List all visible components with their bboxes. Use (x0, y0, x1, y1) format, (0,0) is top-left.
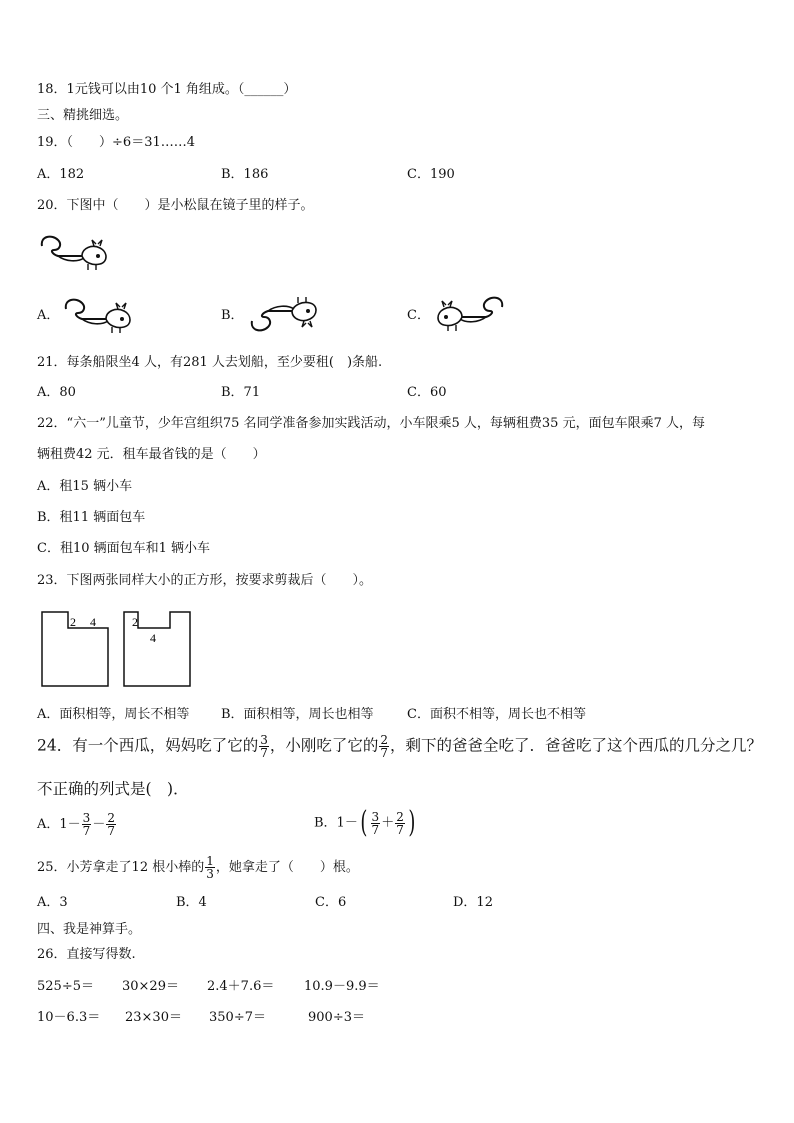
q19-option-b: B．186 (221, 167, 269, 182)
q22-option-a: A．租15 辆小车 (37, 479, 133, 494)
calc-item: 2.4＋7.6＝ (207, 979, 275, 994)
q24-option-a: A．1－ $\frac{3}{7}$ － $\frac{2}{7}$ (37, 811, 115, 838)
q25-fraction: $\frac{1}{3}$ (206, 854, 214, 881)
q20-option-b-label: B． (221, 308, 244, 323)
q24-option-b: B．1－( $\frac{3}{7}$ ＋ $\frac{2}{7}$ ) (314, 805, 416, 840)
question-24-line2: 不正确的列式是( )． (37, 780, 189, 798)
calc-item: 350÷7＝ (209, 1010, 266, 1025)
squirrel-option-a-image (62, 295, 136, 335)
q25-option-b: B．4 (176, 895, 207, 910)
cut-squares-figure (40, 610, 196, 690)
question-22-line2: 辆租费42 元．租车最省钱的是（ ） (37, 447, 266, 462)
q21-option-a: A．80 (37, 385, 76, 400)
q23-option-b: B．面积相等，周长也相等 (221, 707, 374, 722)
squirrel-original-image (38, 232, 112, 272)
section-3-title: 三、精挑细选。 (37, 108, 129, 123)
squirrel-option-b-image (247, 295, 323, 335)
fig2-num-4: 4 (150, 631, 156, 645)
q20-option-c-label: C． (407, 308, 430, 323)
q19-option-c: C．190 (407, 167, 455, 182)
calc-item: 10－6.3＝ (37, 1010, 101, 1025)
question-26: 26．直接写得数. (37, 947, 136, 962)
q19-option-a: A．182 (37, 167, 85, 182)
fig1-num-4: 4 (90, 615, 96, 629)
question-23: 23．下图两张同样大小的正方形，按要求剪裁后（ ）。 (37, 573, 373, 588)
q24-fraction-1: $\frac{3}{7}$ (260, 733, 268, 760)
q22-option-b: B．租11 辆面包车 (37, 510, 146, 525)
calc-item: 525÷5＝ (37, 979, 94, 994)
q25-option-d: D．12 (453, 895, 493, 910)
question-20: 20．下图中（ ）是小松鼠在镜子里的样子。 (37, 198, 314, 213)
q22-option-c: C．租10 辆面包车和1 辆小车 (37, 541, 211, 556)
q24-fraction-2: $\frac{2}{7}$ (380, 733, 389, 760)
calc-item: 900÷3＝ (308, 1010, 365, 1025)
q25-option-c: C．6 (315, 895, 347, 910)
calc-item: 23×30＝ (125, 1010, 182, 1025)
calc-item: 10.9－9.9＝ (304, 979, 380, 994)
question-19: 19．（ ）÷6＝31……4 (37, 135, 196, 150)
fig1-num-2: 2 (70, 615, 76, 629)
question-24-line1 (37, 734, 762, 759)
question-21: 21．每条船限坐4 人，有281 人去划船，至少要租( )条船. (37, 355, 383, 370)
question-22-line1: 22．“六一”儿童节，少年宫组织75 名同学准备参加实践活动，小车限乘5 人，每辆租费35 元，面包车限乘7 人，每 (37, 416, 705, 431)
q23-option-c: C．面积不相等，周长也不相等 (407, 707, 586, 722)
q23-option-a: A．面积相等，周长不相等 (37, 707, 190, 722)
q25-option-a: A．3 (37, 895, 68, 910)
q20-option-a-label: A． (37, 308, 60, 323)
question-25: 25．小芳拿走了12 根小棒的 $\frac{1}{3}$ ，她拿走了（ ）根。 (37, 854, 359, 881)
q21-option-b: B．71 (221, 385, 261, 400)
question-18: 18．1元钱可以由10 个1 角组成。（______） (37, 82, 297, 97)
squirrel-option-c-image (432, 293, 506, 333)
fig2-num-2: 2 (132, 615, 138, 629)
q24-part3: ，剩下的爸爸全吃了．爸爸吃了这个西瓜的几分之几？ (390, 736, 763, 755)
q24-part1: 24．有一个西瓜，妈妈吃了它的 (37, 736, 259, 755)
q21-option-c: C．60 (407, 385, 447, 400)
q24-part2: ，小刚吃了它的 (269, 736, 379, 755)
section-4-title: 四、我是神算手。 (37, 922, 142, 937)
calc-item: 30×29＝ (122, 979, 179, 994)
